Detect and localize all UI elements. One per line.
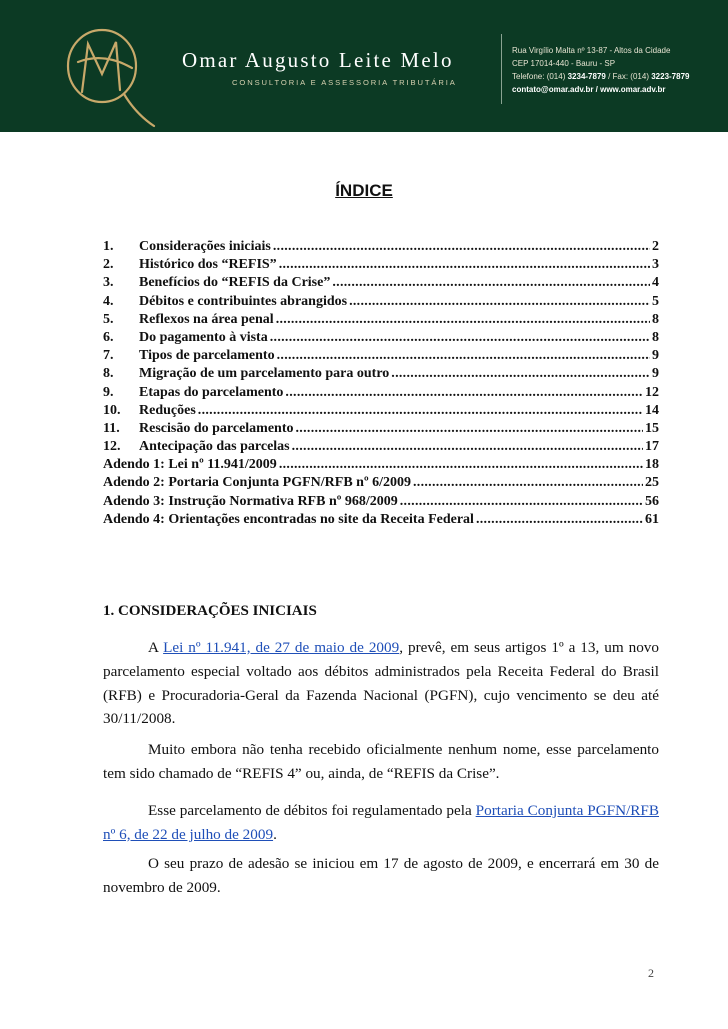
section-title: 1. CONSIDERAÇÕES INICIAIS <box>103 603 317 619</box>
toc-entry-label: Adendo 4: Orientações encontradas no site da Receita Federal <box>103 511 474 527</box>
firm-name: Omar Augusto Leite Melo <box>182 48 454 72</box>
toc-entry-page: 4 <box>652 275 659 291</box>
toc-entry-number: 10. <box>103 402 121 418</box>
toc-entry-page: 18 <box>645 457 659 473</box>
toc-dot-leader <box>332 274 650 292</box>
toc-entry[interactable] <box>103 347 659 365</box>
toc-entry-page: 61 <box>645 511 659 527</box>
address-line-1: Rua Virgílio Malta nº 13-87 - Altos da Cidade <box>512 46 671 55</box>
toc-entry-page: 8 <box>652 329 659 345</box>
p1-post: , prevê, em seus artigos 1º a 13, um novo parcelamento especial voltado aos débitos administrados pela Receita Federal do Brasil (RFB) e Procuradoria-Geral da Fazenda Nacional (PGFN), cujo vencimento se deu até 30/11/2008. <box>103 639 659 728</box>
table-of-contents <box>103 238 659 529</box>
index-title: ÍNDICE <box>335 181 393 200</box>
toc-entry[interactable] <box>103 456 659 474</box>
toc-entry-label: Tipos de parcelamento <box>139 348 275 364</box>
toc-entry[interactable] <box>103 365 659 383</box>
toc-entry-label: Do pagamento à vista <box>139 329 268 345</box>
toc-entry-page: 15 <box>645 420 659 436</box>
toc-entry-number: 11. <box>103 420 120 436</box>
toc-entry-label: Etapas do parcelamento <box>139 384 284 400</box>
letterhead <box>0 0 728 132</box>
paragraph-1 <box>103 636 659 731</box>
toc-entry-number: 9. <box>103 384 114 400</box>
paragraph-4 <box>103 852 659 900</box>
ordinance-link[interactable]: Portaria Conjunta PGFN/RFB nº 6, de 22 de julho de 2009 <box>103 802 659 843</box>
toc-dot-leader <box>276 311 650 329</box>
toc-entry-label: Reflexos na área penal <box>139 311 274 327</box>
toc-entry-number: 3. <box>103 275 114 291</box>
toc-entry-page: 9 <box>652 366 659 382</box>
toc-entry-label: Adendo 2: Portaria Conjunta PGFN/RFB nº 6/2009 <box>103 475 411 491</box>
toc-entry[interactable] <box>103 274 659 292</box>
toc-entry-number: 7. <box>103 348 114 364</box>
toc-dot-leader <box>400 493 643 511</box>
toc-entry[interactable] <box>103 311 659 329</box>
toc-entry-label: Reduções <box>139 402 196 418</box>
toc-entry[interactable] <box>103 511 659 529</box>
toc-entry-label: Histórico dos “REFIS” <box>139 257 277 273</box>
toc-dot-leader <box>198 402 643 420</box>
phone-line <box>512 70 722 83</box>
toc-entry-page: 5 <box>652 293 659 309</box>
paragraph-2 <box>103 738 659 786</box>
toc-entry[interactable] <box>103 293 659 311</box>
law-link[interactable]: Lei nº 11.941, de 27 de maio de 2009 <box>163 639 400 656</box>
toc-dot-leader <box>285 384 643 402</box>
p3-pre: Esse parcelamento de débitos foi regulamentado pela <box>148 802 476 819</box>
toc-entry-number: 12. <box>103 439 121 455</box>
toc-entry-number: 2. <box>103 257 114 273</box>
toc-entry[interactable] <box>103 238 659 256</box>
toc-entry[interactable] <box>103 329 659 347</box>
p3-post: . <box>273 825 277 843</box>
toc-entry-label: Migração de um parcelamento para outro <box>139 366 390 382</box>
toc-entry-page: 2 <box>652 239 659 254</box>
toc-entry-label: Benefícios do “REFIS da Crise” <box>139 275 331 291</box>
toc-entry[interactable] <box>103 438 659 456</box>
phone-number: 3234-7879 <box>567 72 606 81</box>
toc-entry[interactable] <box>103 256 659 274</box>
contact-email-web[interactable] <box>512 83 722 96</box>
paragraph-3 <box>103 799 659 847</box>
toc-entry-number: 5. <box>103 311 114 327</box>
toc-entry-page: 12 <box>645 384 659 400</box>
toc-entry-page: 9 <box>652 348 659 364</box>
toc-dot-leader <box>279 456 643 474</box>
page-number: 2 <box>648 966 654 980</box>
toc-entry-page: 25 <box>645 475 659 491</box>
toc-entry-number: 6. <box>103 329 114 345</box>
address-line-2: CEP 17014-440 - Bauru - SP <box>512 59 616 68</box>
toc-dot-leader <box>273 238 650 256</box>
toc-entry[interactable] <box>103 474 659 492</box>
header-divider <box>501 34 502 104</box>
toc-entry-label: Débitos e contribuintes abrangidos <box>139 293 348 309</box>
fax-label: / Fax: (014) <box>605 72 652 81</box>
toc-dot-leader <box>413 474 643 492</box>
toc-entry-page: 8 <box>652 311 659 327</box>
toc-dot-leader <box>296 420 644 438</box>
toc-entry-label: Adendo 3: Instrução Normativa RFB nº 968/2009 <box>103 493 398 509</box>
toc-entry[interactable] <box>103 493 659 511</box>
toc-entry[interactable] <box>103 402 659 420</box>
toc-entry[interactable] <box>103 420 659 438</box>
toc-dot-leader <box>279 256 650 274</box>
contact-block <box>512 44 722 96</box>
toc-dot-leader <box>277 347 650 365</box>
firm-monogram-logo <box>58 22 158 132</box>
contact-text: contato@omar.adv.br / www.omar.adv.br <box>512 85 666 94</box>
p4-text: O seu prazo de adesão se iniciou em 17 de agosto de 2009, e encerrará em 30 de novembro de 2009. <box>103 855 659 896</box>
toc-dot-leader <box>349 293 650 311</box>
toc-dot-leader <box>476 511 643 529</box>
toc-entry-label: Antecipação das parcelas <box>139 439 290 455</box>
fax-number: 3223-7879 <box>651 72 690 81</box>
p2-text: Muito embora não tenha recebido oficialmente nenhum nome, esse parcelamento tem sido chamado de “REFIS 4” ou, ainda, de “REFIS da Crise”. <box>103 741 659 782</box>
toc-entry-label: Adendo 1: Lei nº 11.941/2009 <box>103 457 277 473</box>
p1-pre: A <box>148 639 164 656</box>
toc-entry-page: 17 <box>645 439 659 455</box>
toc-entry-number: 4. <box>103 293 114 309</box>
toc-entry-number: 8. <box>103 366 114 382</box>
toc-entry-label: Considerações iniciais <box>139 239 271 254</box>
toc-entry-page: 56 <box>645 493 659 509</box>
toc-entry-page: 14 <box>645 402 659 418</box>
phone-label: Telefone: (014) <box>512 72 568 81</box>
toc-entry-page: 3 <box>652 257 659 273</box>
toc-dot-leader <box>270 329 650 347</box>
toc-dot-leader <box>391 365 650 383</box>
toc-dot-leader <box>292 438 643 456</box>
firm-subtitle: CONSULTORIA E ASSESSORIA TRIBUTÁRIA <box>232 78 457 87</box>
toc-entry[interactable] <box>103 384 659 402</box>
toc-entry-label: Rescisão do parcelamento <box>139 420 294 436</box>
toc-entry-number: 1. <box>103 239 114 254</box>
